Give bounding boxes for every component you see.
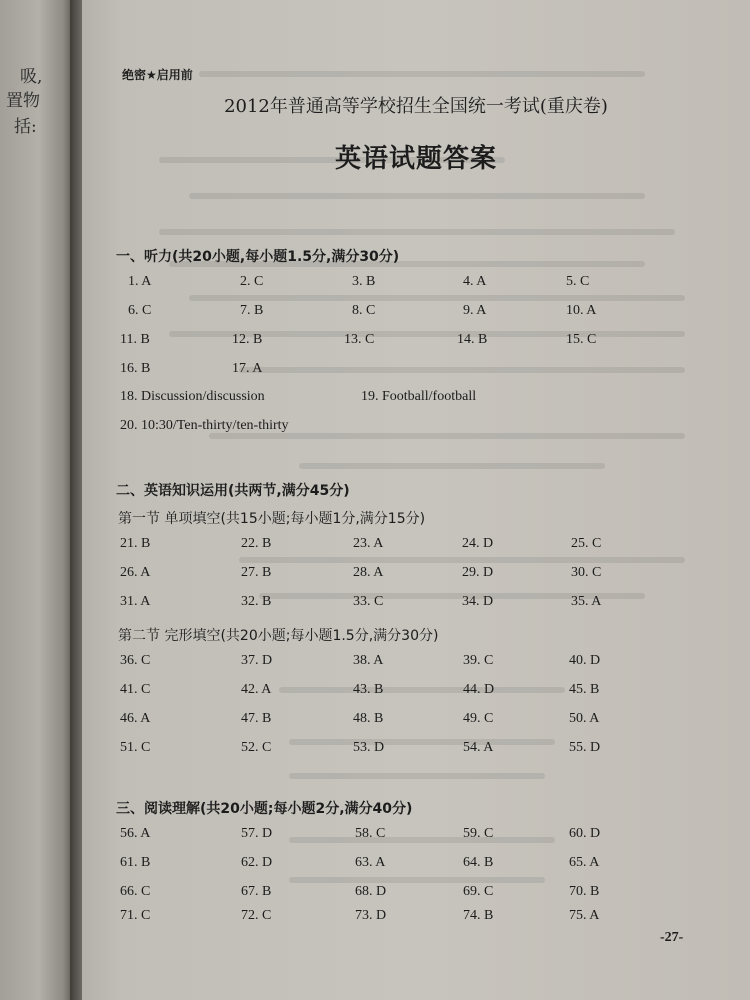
answer-item: 57. D xyxy=(241,826,273,841)
confidential-label: 绝密★启用前 xyxy=(122,68,193,82)
section-heading-reading: 三、阅读理解(共20小题;每小题2分,满分40分) xyxy=(116,801,413,817)
book-gutter xyxy=(70,0,82,1000)
answer-item: 35. A xyxy=(571,594,602,609)
answer-item: 66. C xyxy=(120,884,151,899)
answer-item: 46. A xyxy=(120,711,151,726)
answer-item: 61. B xyxy=(120,855,151,870)
answer-item: 4. A xyxy=(463,274,487,289)
page-number: -27- xyxy=(660,930,684,945)
answer-item: 47. B xyxy=(241,711,272,726)
answer-item: 48. B xyxy=(353,711,384,726)
answer-item: 73. D xyxy=(355,908,387,923)
answer-item: 52. C xyxy=(241,740,272,755)
answer-row xyxy=(82,826,750,846)
answer-item: 20. 10:30/Ten-thirty/ten-thirty xyxy=(120,418,289,433)
answer-item: 6. C xyxy=(128,303,152,318)
answer-item: 53. D xyxy=(353,740,385,755)
answer-item: 64. B xyxy=(463,855,494,870)
answer-item: 39. C xyxy=(463,653,494,668)
answer-item: 37. D xyxy=(241,653,273,668)
answer-item: 69. C xyxy=(463,884,494,899)
answer-item: 70. B xyxy=(569,884,600,899)
answer-item: 38. A xyxy=(353,653,384,668)
left-page-fragment: 置物 xyxy=(6,91,40,111)
answer-item: 55. D xyxy=(569,740,601,755)
answer-item: 50. A xyxy=(569,711,600,726)
answer-item: 3. B xyxy=(352,274,376,289)
answer-row xyxy=(82,274,750,294)
answer-item: 11. B xyxy=(120,332,150,347)
exam-title: 2012年普通高等学校招生全国统一考试(重庆卷) xyxy=(224,96,608,117)
answer-item: 56. A xyxy=(120,826,151,841)
answer-item: 18. Discussion/discussion xyxy=(120,389,265,404)
left-page-fragment: 吸, xyxy=(20,67,43,87)
answer-item: 17. A xyxy=(232,361,263,376)
document-title: 英语试题答案 xyxy=(334,144,497,174)
answer-item: 23. A xyxy=(353,536,384,551)
answer-row xyxy=(82,332,750,352)
answer-row xyxy=(82,908,750,928)
answer-item: 1. A xyxy=(128,274,152,289)
answer-row xyxy=(82,389,750,409)
answer-item: 27. B xyxy=(241,565,272,580)
answer-item: 13. C xyxy=(344,332,375,347)
answer-item: 65. A xyxy=(569,855,600,870)
answer-item: 74. B xyxy=(463,908,494,923)
answer-item: 72. C xyxy=(241,908,272,923)
answer-item: 71. C xyxy=(120,908,151,923)
answer-item: 8. C xyxy=(352,303,376,318)
left-page-edge xyxy=(0,0,70,1000)
answer-item: 67. B xyxy=(241,884,272,899)
answer-item: 12. B xyxy=(232,332,263,347)
answer-item: 32. B xyxy=(241,594,272,609)
answer-item: 63. A xyxy=(355,855,386,870)
answer-item: 7. B xyxy=(240,303,264,318)
answer-row xyxy=(82,303,750,323)
answer-row xyxy=(82,884,750,904)
section-heading-listening: 一、听力(共20小题,每小题1.5分,满分30分) xyxy=(116,249,400,265)
answer-row xyxy=(82,418,750,438)
answer-item: 62. D xyxy=(241,855,273,870)
answer-item: 34. D xyxy=(462,594,494,609)
answer-item: 36. C xyxy=(120,653,151,668)
answer-page xyxy=(82,0,750,1000)
answer-item: 59. C xyxy=(463,826,494,841)
answer-row xyxy=(82,711,750,731)
answer-item: 16. B xyxy=(120,361,151,376)
answer-item: 75. A xyxy=(569,908,600,923)
answer-item: 28. A xyxy=(353,565,384,580)
answer-item: 68. D xyxy=(355,884,387,899)
answer-item: 10. A xyxy=(566,303,597,318)
subsection-heading-single-choice: 第一节 单项填空(共15小题;每小题1分,满分15分) xyxy=(118,511,426,527)
answer-item: 41. C xyxy=(120,682,151,697)
answer-item: 33. C xyxy=(353,594,384,609)
answer-item: 42. A xyxy=(241,682,272,697)
left-page-fragment: 括: xyxy=(14,117,37,137)
answer-item: 54. A xyxy=(463,740,494,755)
answer-item: 40. D xyxy=(569,653,601,668)
answer-item: 30. C xyxy=(571,565,602,580)
answer-row xyxy=(82,594,750,614)
answer-item: 5. C xyxy=(566,274,590,289)
answer-row xyxy=(82,536,750,556)
answer-row xyxy=(82,565,750,585)
answer-row xyxy=(82,682,750,702)
answer-item: 43. B xyxy=(353,682,384,697)
answer-item: 21. B xyxy=(120,536,151,551)
answer-item: 24. D xyxy=(462,536,494,551)
answer-item: 22. B xyxy=(241,536,272,551)
answer-row xyxy=(82,740,750,760)
section-heading-knowledge: 二、英语知识运用(共两节,满分45分) xyxy=(116,483,350,499)
answer-item: 26. A xyxy=(120,565,151,580)
answer-item: 2. C xyxy=(240,274,264,289)
answer-row xyxy=(82,653,750,673)
answer-item: 45. B xyxy=(569,682,600,697)
answer-item: 29. D xyxy=(462,565,494,580)
answer-item: 31. A xyxy=(120,594,151,609)
answer-item: 44. D xyxy=(463,682,495,697)
answer-item: 49. C xyxy=(463,711,494,726)
answer-item: 14. B xyxy=(457,332,488,347)
answer-item: 51. C xyxy=(120,740,151,755)
answer-item: 58. C xyxy=(355,826,386,841)
answer-item: 19. Football/football xyxy=(361,389,477,404)
answer-item: 15. C xyxy=(566,332,597,347)
answer-row xyxy=(82,361,750,381)
answer-row xyxy=(82,855,750,875)
subsection-heading-cloze: 第二节 完形填空(共20小题;每小题1.5分,满分30分) xyxy=(118,628,439,644)
answer-item: 25. C xyxy=(571,536,602,551)
answer-item: 60. D xyxy=(569,826,601,841)
answer-item: 9. A xyxy=(463,303,487,318)
